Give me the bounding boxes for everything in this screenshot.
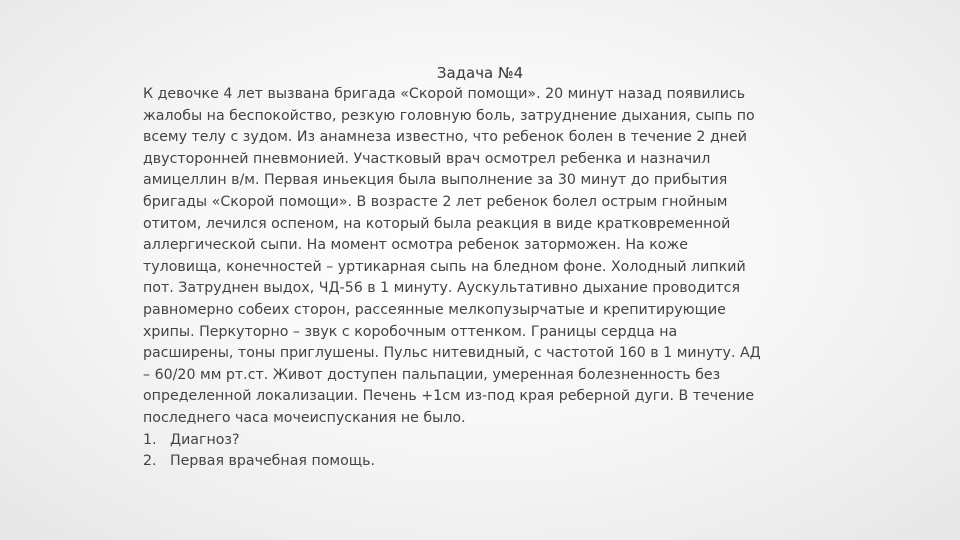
task-line: амицеллин в/м. Первая иньекция была выполнение за 30 минут до прибытия bbox=[143, 172, 728, 189]
task-line: пот. Затруднен выдох, ЧД-56 в 1 минуту. Аускультативно дыхание проводится bbox=[143, 280, 740, 297]
task-line: туловища, конечностей – уртикарная сыпь на бледном фоне. Холодный липкий bbox=[143, 258, 746, 275]
question-item bbox=[143, 430, 783, 452]
task-title: Задача №4 bbox=[436, 64, 524, 82]
task-line: расширены, тоны приглушены. Пульс нитевидный, с частотой 160 в 1 минуту. АД bbox=[143, 345, 761, 362]
question-item bbox=[143, 451, 783, 473]
question-number: 2. bbox=[143, 453, 157, 470]
task-line: всему телу с зудом. Из анамнеза известно, что ребенок болен в течение 2 дней bbox=[143, 129, 747, 146]
task-line: хрипы. Перкуторно – звук с коробочным оттенком. Границы сердца на bbox=[143, 323, 678, 340]
task-line: определенной локализации. Печень +1см из-под края реберной дуги. В течение bbox=[143, 388, 755, 405]
task-line: последнего часа мочеиспускания не было. bbox=[143, 409, 466, 426]
question-number: 1. bbox=[143, 431, 157, 448]
task-line: – 60/20 мм рт.ст. Живот доступен пальпации, умеренная болезненность без bbox=[143, 366, 721, 383]
question-text: Первая врачебная помощь. bbox=[170, 453, 376, 470]
task-body bbox=[143, 84, 783, 473]
task-line: аллергической сыпи. На момент осмотра ребенок заторможен. На коже bbox=[143, 237, 688, 254]
question-list bbox=[143, 430, 783, 473]
task-line: отитом, лечился оспеном, на который была реакция в виде кратковременной bbox=[143, 215, 731, 232]
task-line: равномерно собеих сторон, рассеянные мелкопузырчатые и крепитирующие bbox=[143, 301, 726, 318]
question-text: Диагноз? bbox=[170, 431, 240, 448]
task-line: жалобы на беспокойство, резкую головную боль, затруднение дыхания, сыпь по bbox=[143, 107, 755, 124]
task-line: К девочке 4 лет вызвана бригада «Скорой помощи». 20 минут назад появились bbox=[143, 86, 746, 102]
task-line: бригады «Скорой помощи». В возрасте 2 лет ребенок болел острым гнойным bbox=[143, 193, 728, 210]
task-line: двусторонней пневмонией. Участковый врач осмотрел ребенка и назначил bbox=[143, 150, 711, 167]
